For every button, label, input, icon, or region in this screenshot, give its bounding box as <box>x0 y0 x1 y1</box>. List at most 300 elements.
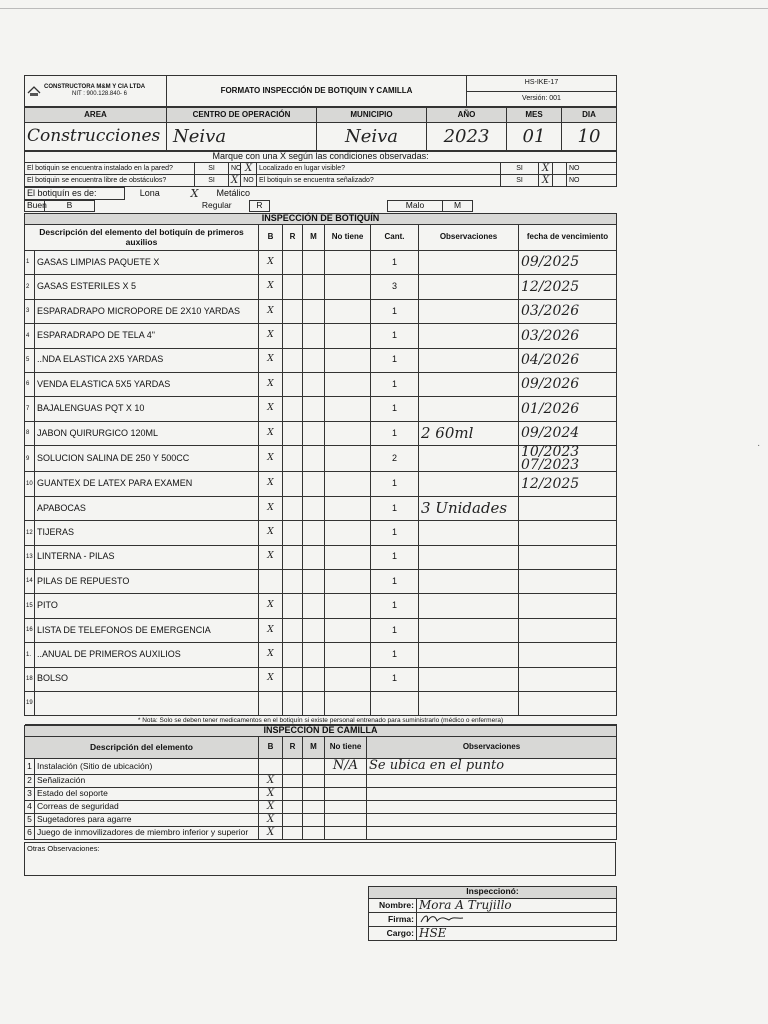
table-row <box>25 569 617 593</box>
item-m-mark[interactable] <box>303 373 325 397</box>
table-row <box>25 643 617 667</box>
table-row <box>25 800 617 813</box>
item-r-mark[interactable] <box>283 397 303 421</box>
item-description: ESPARADRAPO MICROPORE DE 2X10 YARDAS <box>35 299 259 323</box>
item-number: 8 <box>25 421 35 445</box>
item-r-mark[interactable] <box>283 618 303 642</box>
item-no-tiene[interactable] <box>325 691 371 715</box>
item-m-mark[interactable] <box>303 421 325 445</box>
item-r-mark[interactable] <box>283 594 303 618</box>
item-fecha[interactable] <box>519 643 617 667</box>
item-no-tiene[interactable] <box>325 496 371 520</box>
item-r-mark[interactable] <box>283 545 303 569</box>
botiquin-col-m: M <box>303 225 325 251</box>
camilla-item-description: Correas de seguridad <box>35 800 259 813</box>
item-fecha[interactable]: 12/2025 <box>519 472 617 496</box>
item-r-mark[interactable] <box>283 421 303 445</box>
malo-label: Malo <box>388 201 443 212</box>
item-no-tiene[interactable] <box>325 324 371 348</box>
camilla-item-m-mark[interactable] <box>303 826 325 839</box>
table-row <box>25 324 617 348</box>
camilla-item-r-mark[interactable] <box>283 813 303 826</box>
item-no-tiene[interactable] <box>325 618 371 642</box>
camilla-col-b: B <box>259 737 283 759</box>
item-m-mark[interactable] <box>303 275 325 299</box>
item-observations[interactable] <box>419 373 519 397</box>
regular-label: Regular <box>201 200 232 211</box>
item-observations[interactable]: 2 60ml <box>419 421 519 445</box>
item-m-mark[interactable] <box>303 446 325 472</box>
camilla-item-no-tiene[interactable] <box>325 813 367 826</box>
item-no-tiene[interactable] <box>325 348 371 372</box>
item-observations[interactable] <box>419 594 519 618</box>
item-no-tiene[interactable] <box>325 521 371 545</box>
table-row <box>25 759 617 774</box>
camilla-item-b-mark[interactable]: X <box>259 800 283 813</box>
q2-si: SI <box>195 175 229 187</box>
item-description: GUANTEX DE LATEX PARA EXAMEN <box>35 472 259 496</box>
item-number: 18 <box>25 667 35 691</box>
cargo-value[interactable]: HSE <box>417 927 617 941</box>
q2-label: El botiquin se encuentra libre de obstáculos? <box>25 175 195 187</box>
item-number: 4 <box>25 324 35 348</box>
item-description: JABON QUIRURGICO 120ML <box>35 421 259 445</box>
item-r-mark[interactable] <box>283 472 303 496</box>
item-fecha[interactable]: 04/2026 <box>519 348 617 372</box>
item-fecha[interactable] <box>519 618 617 642</box>
camilla-item-no-tiene[interactable]: N/A <box>325 759 367 774</box>
inspection-form <box>24 75 616 941</box>
item-observations[interactable] <box>419 569 519 593</box>
lona-mark[interactable]: X <box>190 186 199 200</box>
item-m-mark[interactable] <box>303 299 325 323</box>
item-cant[interactable]: 1 <box>371 545 419 569</box>
camilla-item-m-mark[interactable] <box>303 800 325 813</box>
table-row <box>25 348 617 372</box>
item-no-tiene[interactable] <box>325 446 371 472</box>
camilla-item-m-mark[interactable] <box>303 759 325 774</box>
item-r-mark[interactable] <box>283 324 303 348</box>
item-no-tiene[interactable] <box>325 545 371 569</box>
company-logo-icon <box>27 85 41 97</box>
nombre-label: Nombre: <box>369 898 417 912</box>
item-fecha[interactable]: 09/2026 <box>519 373 617 397</box>
botiquin-table <box>24 213 617 725</box>
item-description: SOLUCION SALINA DE 250 Y 500CC <box>35 446 259 472</box>
table-row <box>25 813 617 826</box>
item-m-mark[interactable] <box>303 521 325 545</box>
table-row <box>25 667 617 691</box>
item-b-mark[interactable]: X <box>259 251 283 275</box>
item-description: ..NDA ELASTICA 2X5 YARDAS <box>35 348 259 372</box>
item-fecha[interactable]: 12/2025 <box>519 275 617 299</box>
item-fecha[interactable]: 03/2026 <box>519 324 617 348</box>
item-observations[interactable] <box>419 667 519 691</box>
q2-no-mark[interactable]: X <box>229 175 241 187</box>
item-fecha[interactable] <box>519 569 617 593</box>
dia-label: DIA <box>562 108 617 123</box>
item-r-mark[interactable] <box>283 275 303 299</box>
camilla-col-r: R <box>283 737 303 759</box>
item-no-tiene[interactable] <box>325 594 371 618</box>
q3-si: SI <box>501 163 539 175</box>
bueno-label: Buen <box>25 201 45 212</box>
camilla-item-m-mark[interactable] <box>303 813 325 826</box>
item-number: 1. <box>25 643 35 667</box>
item-number: 19 <box>25 691 35 715</box>
firma-label: Firma: <box>369 912 417 926</box>
item-b-mark[interactable]: X <box>259 348 283 372</box>
q3-no: NO <box>567 163 617 175</box>
dia-value[interactable]: 10 <box>562 123 617 151</box>
camilla-item-no-tiene[interactable] <box>325 774 367 787</box>
item-b-mark[interactable]: X <box>259 421 283 445</box>
item-description: PITO <box>35 594 259 618</box>
item-r-mark[interactable] <box>283 667 303 691</box>
signature-table <box>368 886 617 942</box>
item-b-mark[interactable]: X <box>259 373 283 397</box>
form-header <box>24 75 617 107</box>
item-b-mark[interactable]: X <box>259 275 283 299</box>
item-m-mark[interactable] <box>303 594 325 618</box>
item-cant[interactable]: 1 <box>371 472 419 496</box>
camilla-item-description: Instalación (Sitio de ubicación) <box>35 759 259 774</box>
mes-value[interactable]: 01 <box>507 123 562 151</box>
item-cant[interactable]: 3 <box>371 275 419 299</box>
table-row <box>25 251 617 275</box>
item-number: 1 <box>25 251 35 275</box>
camilla-item-number: 1 <box>25 759 35 774</box>
area-label: AREA <box>25 108 167 123</box>
item-r-mark[interactable] <box>283 299 303 323</box>
bueno-code: B <box>45 201 95 212</box>
camilla-item-observations[interactable] <box>367 813 617 826</box>
camilla-item-description: Juego de inmovilizadores de miembro inferior y superior <box>35 826 259 839</box>
item-m-mark[interactable] <box>303 251 325 275</box>
item-observations[interactable] <box>419 299 519 323</box>
item-m-mark[interactable] <box>303 643 325 667</box>
camilla-item-b-mark[interactable]: X <box>259 787 283 800</box>
table-row <box>25 373 617 397</box>
item-r-mark[interactable] <box>283 251 303 275</box>
item-fecha[interactable]: 10/2023 07/2023 <box>519 446 617 472</box>
camilla-item-no-tiene[interactable] <box>325 787 367 800</box>
q4-si: SI <box>501 175 539 187</box>
table-row <box>25 521 617 545</box>
company-name: CONSTRUCTORA M&M Y CIA LTDA <box>44 84 146 91</box>
item-m-mark[interactable] <box>303 667 325 691</box>
camilla-item-observations[interactable] <box>367 774 617 787</box>
item-cant[interactable]: 1 <box>371 569 419 593</box>
item-observations[interactable] <box>419 251 519 275</box>
camilla-item-observations[interactable]: Se ubica en el punto <box>367 759 617 774</box>
item-number: 12 <box>25 521 35 545</box>
item-number: 10 <box>25 472 35 496</box>
q1-label: El botiquin se encuentra instalado en la pared? <box>25 163 195 175</box>
camilla-col-m: M <box>303 737 325 759</box>
botiquin-col-fecha: fecha de vencimiento <box>519 225 617 251</box>
camilla-item-description: Estado del soporte <box>35 787 259 800</box>
item-observations[interactable] <box>419 691 519 715</box>
item-cant[interactable] <box>371 691 419 715</box>
item-cant[interactable]: 2 <box>371 446 419 472</box>
item-b-mark[interactable]: X <box>259 618 283 642</box>
q3-si-mark[interactable]: X <box>539 163 553 175</box>
table-row <box>25 421 617 445</box>
camilla-item-b-mark[interactable] <box>259 759 283 774</box>
camilla-item-r-mark[interactable] <box>283 826 303 839</box>
metalico-label: Metálico <box>216 187 251 198</box>
camilla-item-number: 5 <box>25 813 35 826</box>
nombre-value[interactable]: Mora A Trujillo <box>417 898 617 912</box>
table-row <box>25 299 617 323</box>
table-row <box>25 545 617 569</box>
item-observations[interactable] <box>419 472 519 496</box>
item-no-tiene[interactable] <box>325 299 371 323</box>
item-observations[interactable] <box>419 446 519 472</box>
other-observations-label: Otras Observaciones: <box>25 842 616 875</box>
company-nit: NIT : 900.128.840- 6 <box>72 91 127 97</box>
camilla-col-obs: Observaciones <box>367 737 617 759</box>
item-r-mark[interactable] <box>283 569 303 593</box>
item-cant[interactable]: 1 <box>371 643 419 667</box>
item-number: 6 <box>25 373 35 397</box>
item-no-tiene[interactable] <box>325 373 371 397</box>
camilla-col-no-tiene: No tiene <box>325 737 367 759</box>
item-b-mark[interactable]: X <box>259 446 283 472</box>
centro-label: CENTRO DE OPERACIÓN <box>167 108 317 123</box>
item-b-mark[interactable]: X <box>259 545 283 569</box>
botiquin-col-obs: Observaciones <box>419 225 519 251</box>
area-value[interactable]: Construcciones <box>25 123 167 151</box>
camilla-item-description: Señalización <box>35 774 259 787</box>
item-cant[interactable]: 1 <box>371 594 419 618</box>
item-cant[interactable]: 1 <box>371 324 419 348</box>
camilla-item-b-mark[interactable]: X <box>259 774 283 787</box>
item-fecha[interactable] <box>519 667 617 691</box>
camilla-item-observations[interactable] <box>367 826 617 839</box>
item-m-mark[interactable] <box>303 545 325 569</box>
item-b-mark[interactable]: X <box>259 521 283 545</box>
item-observations[interactable] <box>419 348 519 372</box>
item-m-mark[interactable] <box>303 496 325 520</box>
botiquin-col-no-tiene: No tiene <box>325 225 371 251</box>
item-no-tiene[interactable] <box>325 667 371 691</box>
q2-no-label: NO <box>241 175 257 187</box>
item-r-mark[interactable] <box>283 691 303 715</box>
item-fecha[interactable]: 09/2024 <box>519 421 617 445</box>
item-number: 7 <box>25 397 35 421</box>
item-b-mark[interactable]: X <box>259 397 283 421</box>
item-observations[interactable] <box>419 397 519 421</box>
item-r-mark[interactable] <box>283 496 303 520</box>
camilla-item-r-mark[interactable] <box>283 759 303 774</box>
item-no-tiene[interactable] <box>325 421 371 445</box>
item-no-tiene[interactable] <box>325 472 371 496</box>
item-number: 13 <box>25 545 35 569</box>
conditions-instruction: Marque con una X según las condiciones observadas: <box>25 152 617 163</box>
item-no-tiene[interactable] <box>325 569 371 593</box>
form-title: FORMATO INSPECCIÓN DE BOTIQUIN Y CAMILLA <box>167 76 467 107</box>
q4-label: El botiquín se encuentra señalizado? <box>257 175 501 187</box>
botiquin-note: * Nota: Solo se deben tener medicamentos en el botiquín si existe personal entrenado para suministrarlo (médico o enfermera) <box>25 716 617 725</box>
signature-title: Inspeccionó: <box>369 886 617 898</box>
camilla-item-r-mark[interactable] <box>283 800 303 813</box>
botiquin-es-de-label: El botiquín es de: <box>25 188 125 200</box>
botiquin-section-title: INSPECCIÓN DE BOTIQUÍN <box>25 214 617 225</box>
item-cant[interactable]: 1 <box>371 397 419 421</box>
item-b-mark[interactable]: X <box>259 324 283 348</box>
camilla-item-b-mark[interactable]: X <box>259 813 283 826</box>
item-fecha[interactable]: 03/2026 <box>519 299 617 323</box>
table-row <box>25 446 617 472</box>
item-fecha[interactable] <box>519 594 617 618</box>
item-m-mark[interactable] <box>303 348 325 372</box>
item-observations[interactable] <box>419 618 519 642</box>
camilla-item-no-tiene[interactable] <box>325 826 367 839</box>
item-cant[interactable]: 1 <box>371 373 419 397</box>
item-b-mark[interactable]: X <box>259 472 283 496</box>
item-b-mark[interactable]: X <box>259 496 283 520</box>
item-fecha[interactable]: 01/2026 <box>519 397 617 421</box>
table-row <box>25 594 617 618</box>
camilla-section-title: INSPECCIÓN DE CAMILLA <box>25 726 617 737</box>
camilla-item-observations[interactable] <box>367 787 617 800</box>
mes-label: MES <box>507 108 562 123</box>
item-b-mark[interactable]: X <box>259 667 283 691</box>
item-b-mark[interactable]: X <box>259 299 283 323</box>
item-description <box>35 691 259 715</box>
item-description: ..ANUAL DE PRIMEROS AUXILIOS <box>35 643 259 667</box>
item-no-tiene[interactable] <box>325 251 371 275</box>
item-number: 15 <box>25 594 35 618</box>
item-description: ESPARADRAPO DE TELA 4" <box>35 324 259 348</box>
firma-signature[interactable] <box>417 912 617 926</box>
item-description: LISTA DE TELEFONOS DE EMERGENCIA <box>35 618 259 642</box>
item-m-mark[interactable] <box>303 397 325 421</box>
q1-si: SI <box>195 163 229 175</box>
item-number: 16 <box>25 618 35 642</box>
item-fecha[interactable] <box>519 545 617 569</box>
conditions-table <box>24 151 617 187</box>
camilla-item-description: Sugetadores para agarre <box>35 813 259 826</box>
malo-code: M <box>443 201 473 212</box>
item-cant[interactable]: 1 <box>371 421 419 445</box>
item-fecha[interactable] <box>519 496 617 520</box>
item-description: PILAS DE REPUESTO <box>35 569 259 593</box>
item-observations[interactable] <box>419 643 519 667</box>
form-code: HS-IKE-17 <box>467 76 617 92</box>
table-row <box>25 787 617 800</box>
q1-no-mark[interactable]: X <box>241 163 257 175</box>
item-cant[interactable]: 1 <box>371 299 419 323</box>
item-b-mark[interactable]: X <box>259 643 283 667</box>
municipio-label: MUNICIPIO <box>317 108 427 123</box>
item-observations[interactable] <box>419 275 519 299</box>
camilla-item-observations[interactable] <box>367 800 617 813</box>
cargo-label: Cargo: <box>369 927 417 941</box>
item-cant[interactable]: 1 <box>371 618 419 642</box>
camilla-item-m-mark[interactable] <box>303 787 325 800</box>
botiquin-col-r: R <box>283 225 303 251</box>
table-row <box>25 691 617 715</box>
item-m-mark[interactable] <box>303 691 325 715</box>
table-row <box>25 472 617 496</box>
margin-mark: · <box>757 440 761 451</box>
item-description: VENDA ELASTICA 5X5 YARDAS <box>35 373 259 397</box>
regular-code: R <box>250 201 270 212</box>
item-r-mark[interactable] <box>283 643 303 667</box>
item-observations[interactable] <box>419 545 519 569</box>
item-r-mark[interactable] <box>283 446 303 472</box>
item-observations[interactable] <box>419 324 519 348</box>
state-table <box>24 200 617 212</box>
item-m-mark[interactable] <box>303 472 325 496</box>
lona-label: Lona <box>139 187 160 198</box>
item-fecha[interactable] <box>519 691 617 715</box>
q4-si-mark[interactable]: X <box>539 175 553 187</box>
anio-value[interactable]: 2023 <box>427 123 507 151</box>
item-cant[interactable]: 1 <box>371 348 419 372</box>
item-m-mark[interactable] <box>303 569 325 593</box>
handwritten-signature <box>419 913 479 924</box>
camilla-item-b-mark[interactable]: X <box>259 826 283 839</box>
item-m-mark[interactable] <box>303 618 325 642</box>
item-cant[interactable]: 1 <box>371 496 419 520</box>
item-b-mark[interactable]: X <box>259 594 283 618</box>
botiquin-col-b: B <box>259 225 283 251</box>
item-b-mark[interactable] <box>259 569 283 593</box>
botiquin-col-cant: Cant. <box>371 225 419 251</box>
item-b-mark[interactable] <box>259 691 283 715</box>
item-m-mark[interactable] <box>303 324 325 348</box>
camilla-item-r-mark[interactable] <box>283 774 303 787</box>
item-r-mark[interactable] <box>283 521 303 545</box>
form-version: Versión: 001 <box>467 91 617 107</box>
item-r-mark[interactable] <box>283 373 303 397</box>
item-observations[interactable]: 3 Unidades <box>419 496 519 520</box>
item-description: GASAS LIMPIAS PAQUETE X <box>35 251 259 275</box>
item-cant[interactable]: 1 <box>371 521 419 545</box>
item-number: 9 <box>25 446 35 472</box>
item-r-mark[interactable] <box>283 348 303 372</box>
item-cant[interactable]: 1 <box>371 251 419 275</box>
table-row <box>25 826 617 839</box>
item-fecha[interactable]: 09/2025 <box>519 251 617 275</box>
camilla-item-no-tiene[interactable] <box>325 800 367 813</box>
camilla-item-m-mark[interactable] <box>303 774 325 787</box>
item-observations[interactable] <box>419 521 519 545</box>
municipio-value[interactable]: Neiva <box>317 123 427 151</box>
camilla-item-number: 2 <box>25 774 35 787</box>
item-cant[interactable]: 1 <box>371 667 419 691</box>
item-no-tiene[interactable] <box>325 397 371 421</box>
table-row <box>25 496 617 520</box>
camilla-item-number: 4 <box>25 800 35 813</box>
item-fecha[interactable] <box>519 521 617 545</box>
top-rule <box>0 8 768 9</box>
table-row <box>25 774 617 787</box>
company-logo-cell <box>25 76 167 107</box>
item-no-tiene[interactable] <box>325 275 371 299</box>
centro-value[interactable]: Neiva <box>167 123 317 151</box>
item-description: APABOCAS <box>35 496 259 520</box>
botiquin-type-table <box>24 187 617 200</box>
camilla-item-r-mark[interactable] <box>283 787 303 800</box>
item-no-tiene[interactable] <box>325 643 371 667</box>
q1-no-label: NO <box>229 163 241 175</box>
table-row <box>25 275 617 299</box>
